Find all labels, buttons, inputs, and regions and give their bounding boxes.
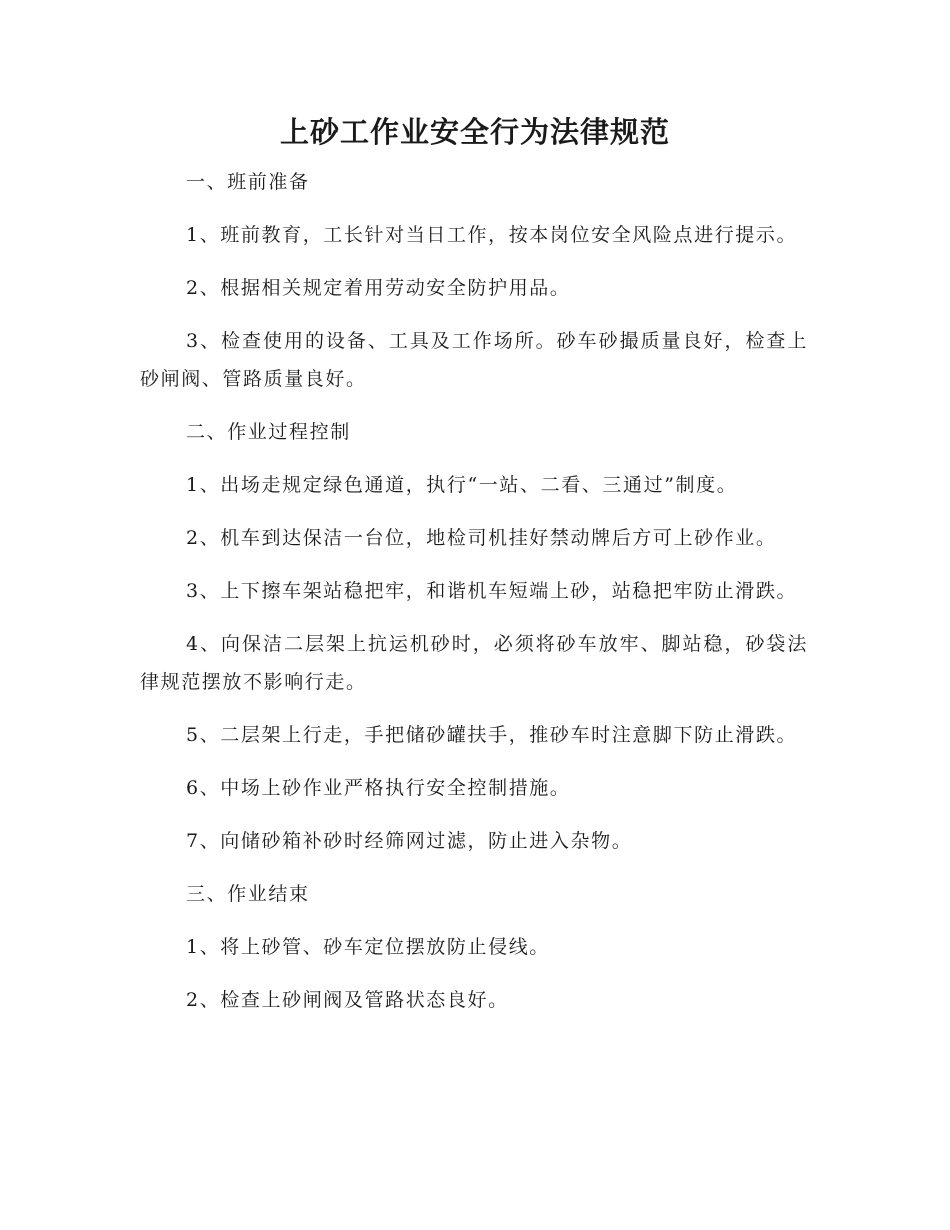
paragraph: 1、班前教育，工长针对当日工作，按本岗位安全风险点进行提示。 bbox=[186, 224, 798, 246]
paragraph: 2、检查上砂闸阀及管路状态良好。 bbox=[186, 989, 509, 1011]
document-title: 上砂工作业安全行为法律规范 bbox=[279, 115, 670, 149]
section-heading-pre-shift: 一、班前准备 bbox=[186, 171, 310, 193]
paragraph: 6、中场上砂作业严格执行安全控制措施。 bbox=[186, 777, 571, 799]
document-body bbox=[140, 163, 808, 1034]
section-heading-process-control: 二、作业过程控制 bbox=[186, 421, 351, 443]
paragraph: 3、检查使用的设备、工具及工作场所。砂车砂撮质量良好，检查上砂闸阀、管路质量良好。 bbox=[140, 330, 808, 390]
paragraph: 3、上下擦车架站稳把牢，和谐机车短端上砂，站稳把牢防止滑跌。 bbox=[186, 580, 798, 602]
paragraph: 7、向储砂箱补砂时经筛网过滤，防止进入杂物。 bbox=[186, 830, 633, 852]
paragraph: 1、将上砂管、砂车定位摆放防止侵线。 bbox=[186, 936, 550, 958]
section-heading-work-end: 三、作业结束 bbox=[186, 883, 310, 905]
paragraph: 4、向保洁二层架上抗运机砂时，必须将砂车放牢、脚站稳，砂袋法律规范摆放不影响行走。 bbox=[140, 633, 808, 693]
paragraph: 5、二层架上行走，手把储砂罐扶手，推砂车时注意脚下防止滑跌。 bbox=[186, 724, 798, 746]
paragraph: 2、机车到达保洁一台位，地检司机挂好禁动牌后方可上砂作业。 bbox=[186, 527, 777, 549]
paragraph: 1、出场走规定绿色通道，执行“一站、二看、三通过”制度。 bbox=[186, 474, 738, 496]
paragraph: 2、根据相关规定着用劳动安全防护用品。 bbox=[186, 277, 571, 299]
